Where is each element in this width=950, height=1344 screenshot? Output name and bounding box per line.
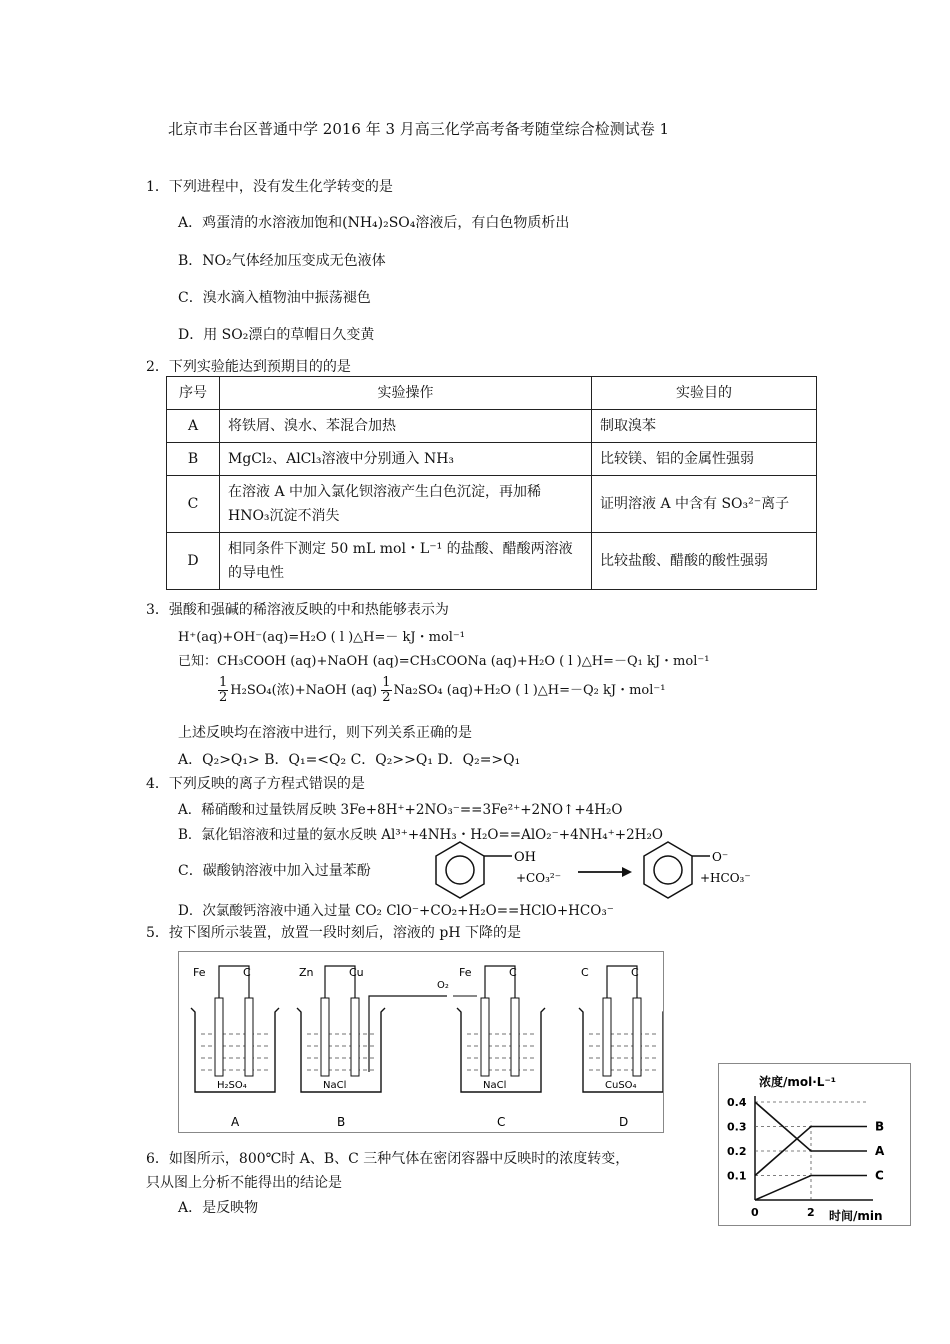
series-label: B <box>875 1119 885 1134</box>
fraction-half: $\frac{1}{2}$ <box>382 675 391 705</box>
electrode-label: Cu <box>349 966 364 979</box>
electrode <box>215 998 223 1076</box>
series-label: C <box>875 1168 884 1183</box>
question-6-option-a: A．是反映物 <box>178 1200 259 1216</box>
beaker-label: C <box>497 1115 506 1129</box>
beaker-apparatus <box>191 966 279 1129</box>
question-2-stem: 2．下列实验能达到预期目的的是 <box>146 359 351 375</box>
reaction-arrow-icon <box>578 867 632 877</box>
concentration-chart-box <box>718 1063 911 1226</box>
electrode <box>351 998 359 1076</box>
beaker-label: D <box>619 1115 629 1129</box>
electrode <box>245 998 253 1076</box>
equation-acetic: 已知：CH₃COOH (aq)+NaOH (aq)=CH₃COONa (aq)+H₂O ( l )△H=－Q₁ kJ・mol⁻¹ <box>178 654 710 669</box>
beaker-apparatus <box>457 966 545 1129</box>
electrode <box>481 998 489 1076</box>
electrode-label: Fe <box>459 966 472 979</box>
bicarbonate-label: +HCO₃⁻ <box>700 871 751 885</box>
beaker-apparatus <box>297 966 477 1129</box>
concentration-chart <box>719 1064 910 1225</box>
y-tick-label: 0.4 <box>727 1096 747 1109</box>
phenol-oh-label: OH <box>514 850 536 865</box>
electrode-label: C <box>581 966 589 979</box>
y-tick-label: 0.3 <box>727 1120 747 1134</box>
question-1-stem: 1．下列进程中，没有发生化学转变的是 <box>146 179 393 195</box>
question-1-option-d: D．用 SO₂漂白的草帽日久变黄 <box>178 327 375 343</box>
table-cell: B <box>167 443 220 476</box>
table-cell: 比较盐酸、醋酸的酸性强弱 <box>592 533 817 590</box>
question-3-options: A．Q₂>Q₁> B．Q₁=<Q₂ C．Q₂>>Q₁ D．Q₂=>Q₁ <box>178 752 521 768</box>
solution-label: H₂SO₄ <box>217 1080 247 1091</box>
question-1-option-c: C．溴水滴入植物油中振荡褪色 <box>178 290 371 306</box>
x-tick-label: 0 <box>751 1206 759 1219</box>
beaker-label: B <box>337 1115 346 1129</box>
table-row <box>167 533 817 590</box>
table-cell: 将铁屑、溴水、苯混合加热 <box>220 410 592 443</box>
phenoxide-label: O⁻ <box>712 850 729 864</box>
electrode-label: C <box>509 966 517 979</box>
electrode <box>633 998 641 1076</box>
benzene-ring-icon <box>644 842 692 898</box>
fraction-half: $\frac{1}{2}$ <box>219 675 228 705</box>
table-cell: 比较镁、铝的金属性强弱 <box>592 443 817 476</box>
table-header-cell: 实验操作 <box>220 377 592 410</box>
table-header-cell: 序号 <box>167 377 220 410</box>
table-cell: A <box>167 410 220 443</box>
electrode <box>511 998 519 1076</box>
solution-label: CuSO₄ <box>605 1080 637 1091</box>
table-header-row <box>167 377 817 410</box>
chart-x-axis-label: 时间/min <box>829 1209 883 1223</box>
equation-neutralization: H⁺(aq)+OH⁻(aq)=H₂O ( l )△H=－ kJ・mol⁻¹ <box>178 630 466 645</box>
x-tick-label: 2 <box>807 1206 815 1219</box>
table-cell: D <box>167 533 220 590</box>
question-4-option-a: A．稀硝酸和过量铁屑反映 3Fe+8H⁺+2NO₃⁻==3Fe²⁺+2NO↑+4H₂O <box>178 802 623 818</box>
equation-sulfuric-right: Na₂SO₄ (aq)+H₂O ( l )△H=－Q₂ kJ・mol⁻¹ <box>393 683 666 698</box>
question-4-option-d: D．次氯酸钙溶液中通入过量 CO₂ ClO⁻+CO₂+H₂O==HClO+HCO₃⁻ <box>178 903 614 919</box>
solution-label: NaCl <box>483 1080 507 1091</box>
y-tick-label: 0.2 <box>727 1145 747 1158</box>
benzene-ring-icon <box>436 842 484 898</box>
table-cell: 相同条件下测定 50 mL mol・L⁻¹ 的盐酸、醋酸两溶液的导电性 <box>220 533 592 590</box>
chart-y-axis-label: 浓度/mol·L⁻¹ <box>759 1075 837 1089</box>
phenol-reaction-figure <box>420 838 760 902</box>
beaker-apparatus <box>579 966 663 1129</box>
table-cell: C <box>167 476 220 533</box>
electrode <box>603 998 611 1076</box>
table-cell: 在溶液 A 中加入氯化钡溶液产生白色沉淀，再加稀 HNO₃沉淀不消失 <box>220 476 592 533</box>
table-cell: 制取溴苯 <box>592 410 817 443</box>
series-label: A <box>875 1144 885 1158</box>
y-tick-label: 0.1 <box>727 1169 747 1183</box>
question-3-note: 上述反映均在溶液中进行，则下列关系正确的是 <box>178 725 472 741</box>
electrode <box>321 998 329 1076</box>
electrode-label: C <box>631 966 639 979</box>
table-row <box>167 476 817 533</box>
table-row <box>167 443 817 476</box>
question-3-stem: 3．强酸和强碱的稀溶液反映的中和热能够表示为 <box>146 602 449 618</box>
table-row <box>167 410 817 443</box>
electrode-label: C <box>243 966 251 979</box>
question-5-stem: 5．按下图所示装置，放置一段时刻后，溶液的 pH 下降的是 <box>146 925 521 941</box>
electrochemistry-figure <box>178 951 664 1133</box>
question-6-stem: 6．如图所示，800℃时 A、B、C 三种气体在密闭容器中反映时的浓度转变， <box>146 1151 630 1167</box>
electrode-label: Fe <box>193 966 206 979</box>
gas-label: O₂ <box>437 980 449 991</box>
table-cell: MgCl₂、AlCl₃溶液中分别通入 NH₃ <box>220 443 592 476</box>
beakers-svg <box>179 952 663 1132</box>
carbonate-label: +CO₃²⁻ <box>516 871 562 885</box>
table-cell: 证明溶液 A 中含有 SO₃²⁻离子 <box>592 476 817 533</box>
table-header-cell: 实验目的 <box>592 377 817 410</box>
equation-sulfuric-left: H₂SO₄(浓)+NaOH (aq) <box>230 683 378 698</box>
question-4-stem: 4．下列反映的离子方程式错误的是 <box>146 776 365 792</box>
electrode-label: Zn <box>299 966 314 979</box>
page-title: 北京市丰台区普通中学 2016 年 3 月高三化学高考备考随堂综合检测试卷 1 <box>168 120 670 138</box>
question-1-option-a: A．鸡蛋清的水溶液加饱和(NH₄)₂SO₄溶液后，有白色物质析出 <box>178 215 570 231</box>
experiment-table <box>166 376 817 590</box>
question-6-stem-line2: 只从图上分析不能得出的结论是 <box>146 1175 342 1191</box>
question-1-option-b: B．NO₂气体经加压变成无色液体 <box>178 253 386 269</box>
solution-label: NaCl <box>323 1080 347 1091</box>
question-4-option-c: C．碳酸钠溶液中加入过量苯酚 <box>178 863 371 879</box>
equation-sulfuric <box>218 676 666 705</box>
question-4-option-b: B．氯化铝溶液和过量的氨水反映 Al³⁺+4NH₃・H₂O==AlO₂⁻+4NH₄⁺+2H₂O <box>178 827 663 843</box>
beaker-label: A <box>231 1115 240 1129</box>
